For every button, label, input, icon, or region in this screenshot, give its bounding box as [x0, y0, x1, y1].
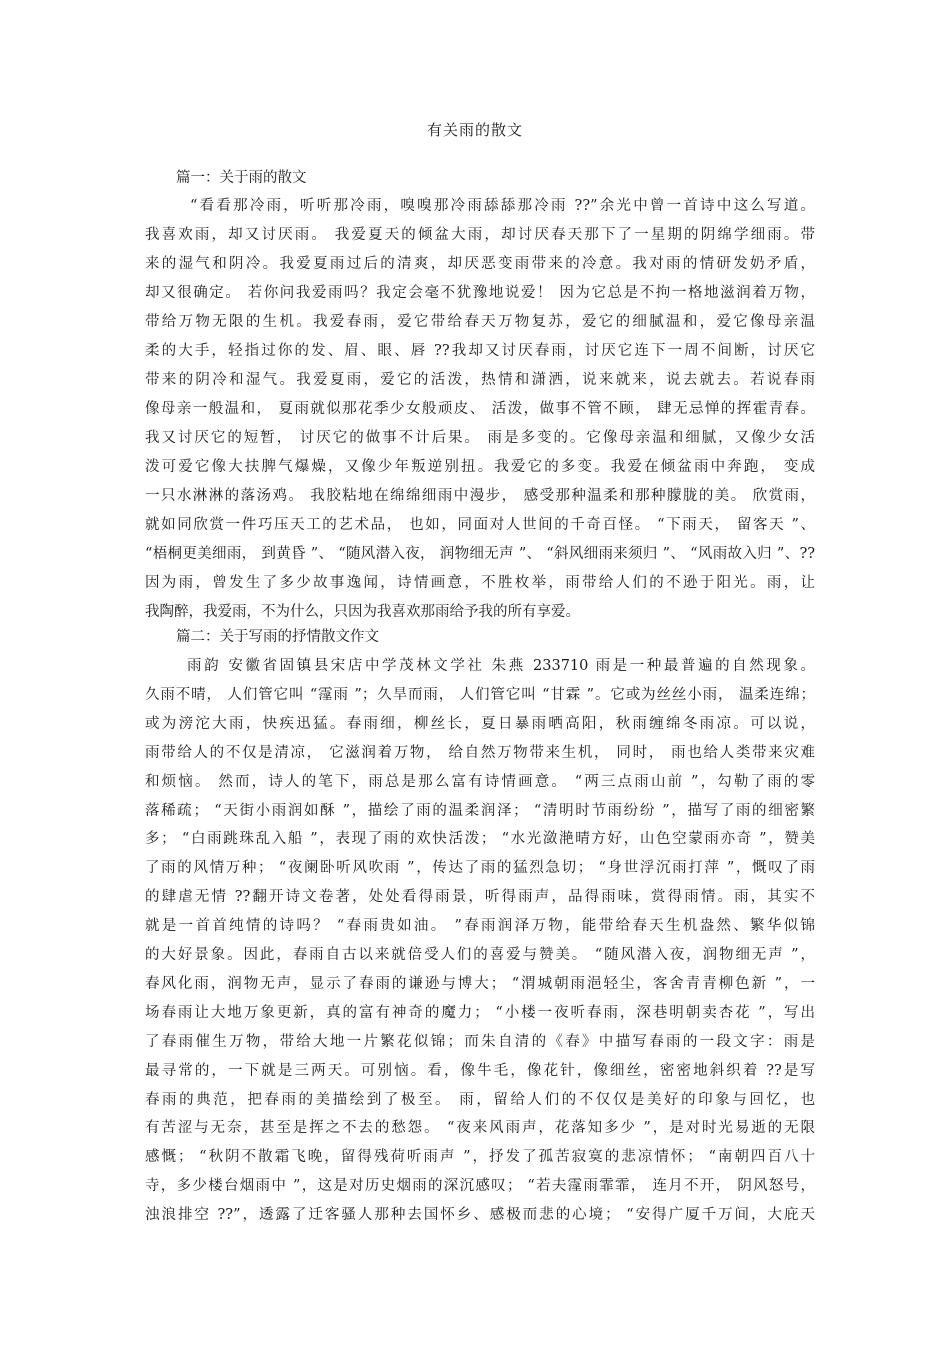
text-line: 雨带给人的不仅是清凉， 它滋润着万物， 给自然万物带来生机， 同时， 雨也给人类带来灾难: [145, 744, 815, 761]
text-line: 落稀疏； “天街小雨润如酥 ”，描绘了雨的温柔润泽； “清明时节雨纷纷 ”，描写了雨的细密繁: [145, 802, 815, 819]
text-line: “梧桐更美细雨， 到黄昏 ”、 “随风潜入夜， 润物细无声 ”、 “斜风细雨来须归 ”、 “风雨故入归 ”、??: [145, 546, 815, 562]
text-line: 因为雨，曾发生了多少故事逸闻，诗情画意，不胜枚举，雨带给人们的不逊于阳光。雨，让: [145, 575, 815, 591]
text-line: 有苦涩与无奈，甚至是挥之不去的愁怨。 “夜来风雨声，花落知多少 ”，是对时光易逝的无限: [145, 1120, 815, 1137]
text-line: 和烦恼。 然而，诗人的笔下，雨总是那么富有诗情画意。 “两三点雨山前 ”，勾勒了雨的零: [145, 773, 815, 790]
text-line: 就是一首首纯情的诗吗？ “春雨贵如油。 ”春雨润泽万物，能带给春天生机盎然、繁华似锦: [145, 918, 815, 935]
text-line: 了春雨催生万物，带给大地一片繁花似锦；而朱自清的《春》中描写春雨的一段文字：雨是: [145, 1033, 815, 1050]
text-line: 场春雨让大地万象更新，真的富有神奇的魔力； “小楼一夜听春雨，深巷明朝卖杏花 ”，写出: [145, 1004, 815, 1021]
text-line: 一只水淋淋的落汤鸡。 我胶粘地在绵绵细雨中漫步， 感受那种温柔和那种朦胧的美。 欣赏雨，: [145, 488, 815, 504]
text-line: 来的湿气和阴冷。我爱夏雨过后的清爽，却厌恶变雨带来的冷意。我对雨的情研发奶矛盾，: [145, 256, 815, 272]
text-line: 泼可爱它像大扶脾气爆燥，又像少年叛逆别扭。我爱它的多变。我爱在倾盆雨中奔跑， 变成: [145, 459, 815, 475]
text-line: 带来的阴冷和湿气。我爱夏雨，爱它的活泼，热情和潇洒，说来就来，说去就去。若说春雨: [145, 372, 815, 388]
text-line: 却又很确定。 若你问我爱雨吗？我定会毫不犹豫地说爱！ 因为它总是不拘一格地滋润着万物，: [145, 285, 815, 301]
section1-heading: 篇一：关于雨的散文: [176, 170, 307, 186]
text-line: 最寻常的，一下就是三两天。可别恼。看，像牛毛，像花针，像细丝，密密地斜织着 ??是写: [145, 1062, 815, 1079]
text-line: 的大好景象。因此，春雨自古以来就倍受人们的喜爱与赞美。 “随风潜入夜，润物细无声 ”，: [145, 947, 815, 963]
text-line: 我又讨厌它的短暂， 讨厌它的做事不计后果。 雨是多变的。它像母亲温和细腻，又像少女活: [145, 430, 815, 446]
text-line: 的肆虐无情 ??翻开诗文卷著，处处看得雨景，听得雨声，品得雨味，赏得雨情。雨，其实不: [145, 889, 815, 906]
section2-heading: 篇二：关于写雨的抒情散文作文: [176, 629, 379, 645]
text-line: 久雨不晴， 人们管它叫 “霪雨 ”；久旱而雨， 人们管它叫 “甘霖 ”。它或为丝丝小雨， 温柔连绵；: [145, 686, 815, 703]
document-title: 有关雨的散文: [426, 121, 523, 139]
text-line: 就如同欣赏一件巧压天工的艺术品， 也如，同面对人世间的千奇百怪。 “下雨天， 留客天 ”、: [145, 517, 815, 533]
text-line: 我喜欢雨，却又讨厌雨。 我爱夏天的倾盆大雨，却讨厌春天那下了一星期的阴绵学细雨。带: [145, 227, 815, 243]
text-line: 雨韵 安徽省固镇县宋店中学茂林文学社 朱燕 233710 雨是一种最普遍的自然现象。: [187, 658, 815, 674]
text-line: 或为滂沱大雨，快疾迅猛。春雨细，柳丝长，夏日暴雨晒高阳，秋雨缠绵冬雨凉。可以说，: [145, 715, 815, 732]
text-line: 春雨的典范，把春雨的美描绘到了极至。 雨，留给人们的不仅仅是美好的印象与回忆，也: [145, 1091, 815, 1108]
text-line: 春风化雨，润物无声，显示了春雨的谦逊与博大； “渭城朝雨浥轻尘，客舍青青柳色新 ”，一: [145, 975, 815, 992]
text-line: 感慨； “秋阴不散霜飞晚，留得残荷听雨声 ”，抒发了孤苦寂寞的悲凉情怀； “南朝四百八十: [145, 1149, 815, 1166]
text-line: 浊浪排空 ??”，透露了迁客骚人那种去国怀乡、感极而悲的心境； “安得广厦千万间，大庇天: [145, 1207, 815, 1224]
text-line: 多； “白雨跳珠乱入船 ”，表现了雨的欢快活泼； “水光潋滟晴方好，山色空蒙雨亦奇 ”，赞美: [145, 831, 815, 848]
text-line: 带给万物无限的生机。我爱春雨，爱它带给春天万物复苏，爱它的细腻温和，爱它像母亲温: [145, 314, 815, 330]
text-line: 寺，多少楼台烟雨中 ”，这是对历史烟雨的深沉感叹； “若夫霪雨霏霏， 连月不开， 阴风怒号，: [145, 1178, 815, 1195]
text-line: 了雨的风情万种； “夜阑卧听风吹雨 ”，传达了雨的猛烈急切； “身世浮沉雨打萍 ”，慨叹了雨: [145, 860, 815, 877]
text-line: 像母亲一般温和， 夏雨就似那花季少女般顽皮、 活泼，做事不管不顾， 肆无忌惮的挥霍青春。: [145, 401, 815, 417]
text-line: “看看那冷雨，听听那冷雨，嗅嗅那冷雨舔舔那冷雨 ??”余光中曾一首诗中这么写道。: [190, 198, 815, 214]
text-line: 我陶醉，我爱雨，不为什么，只因为我喜欢那雨给予我的所有享爱。: [145, 604, 580, 620]
text-line: 柔的大手，轻指过你的发、眉、眼、唇 ??我却又讨厌春雨，讨厌它连下一周不间断，讨厌它: [145, 343, 815, 359]
